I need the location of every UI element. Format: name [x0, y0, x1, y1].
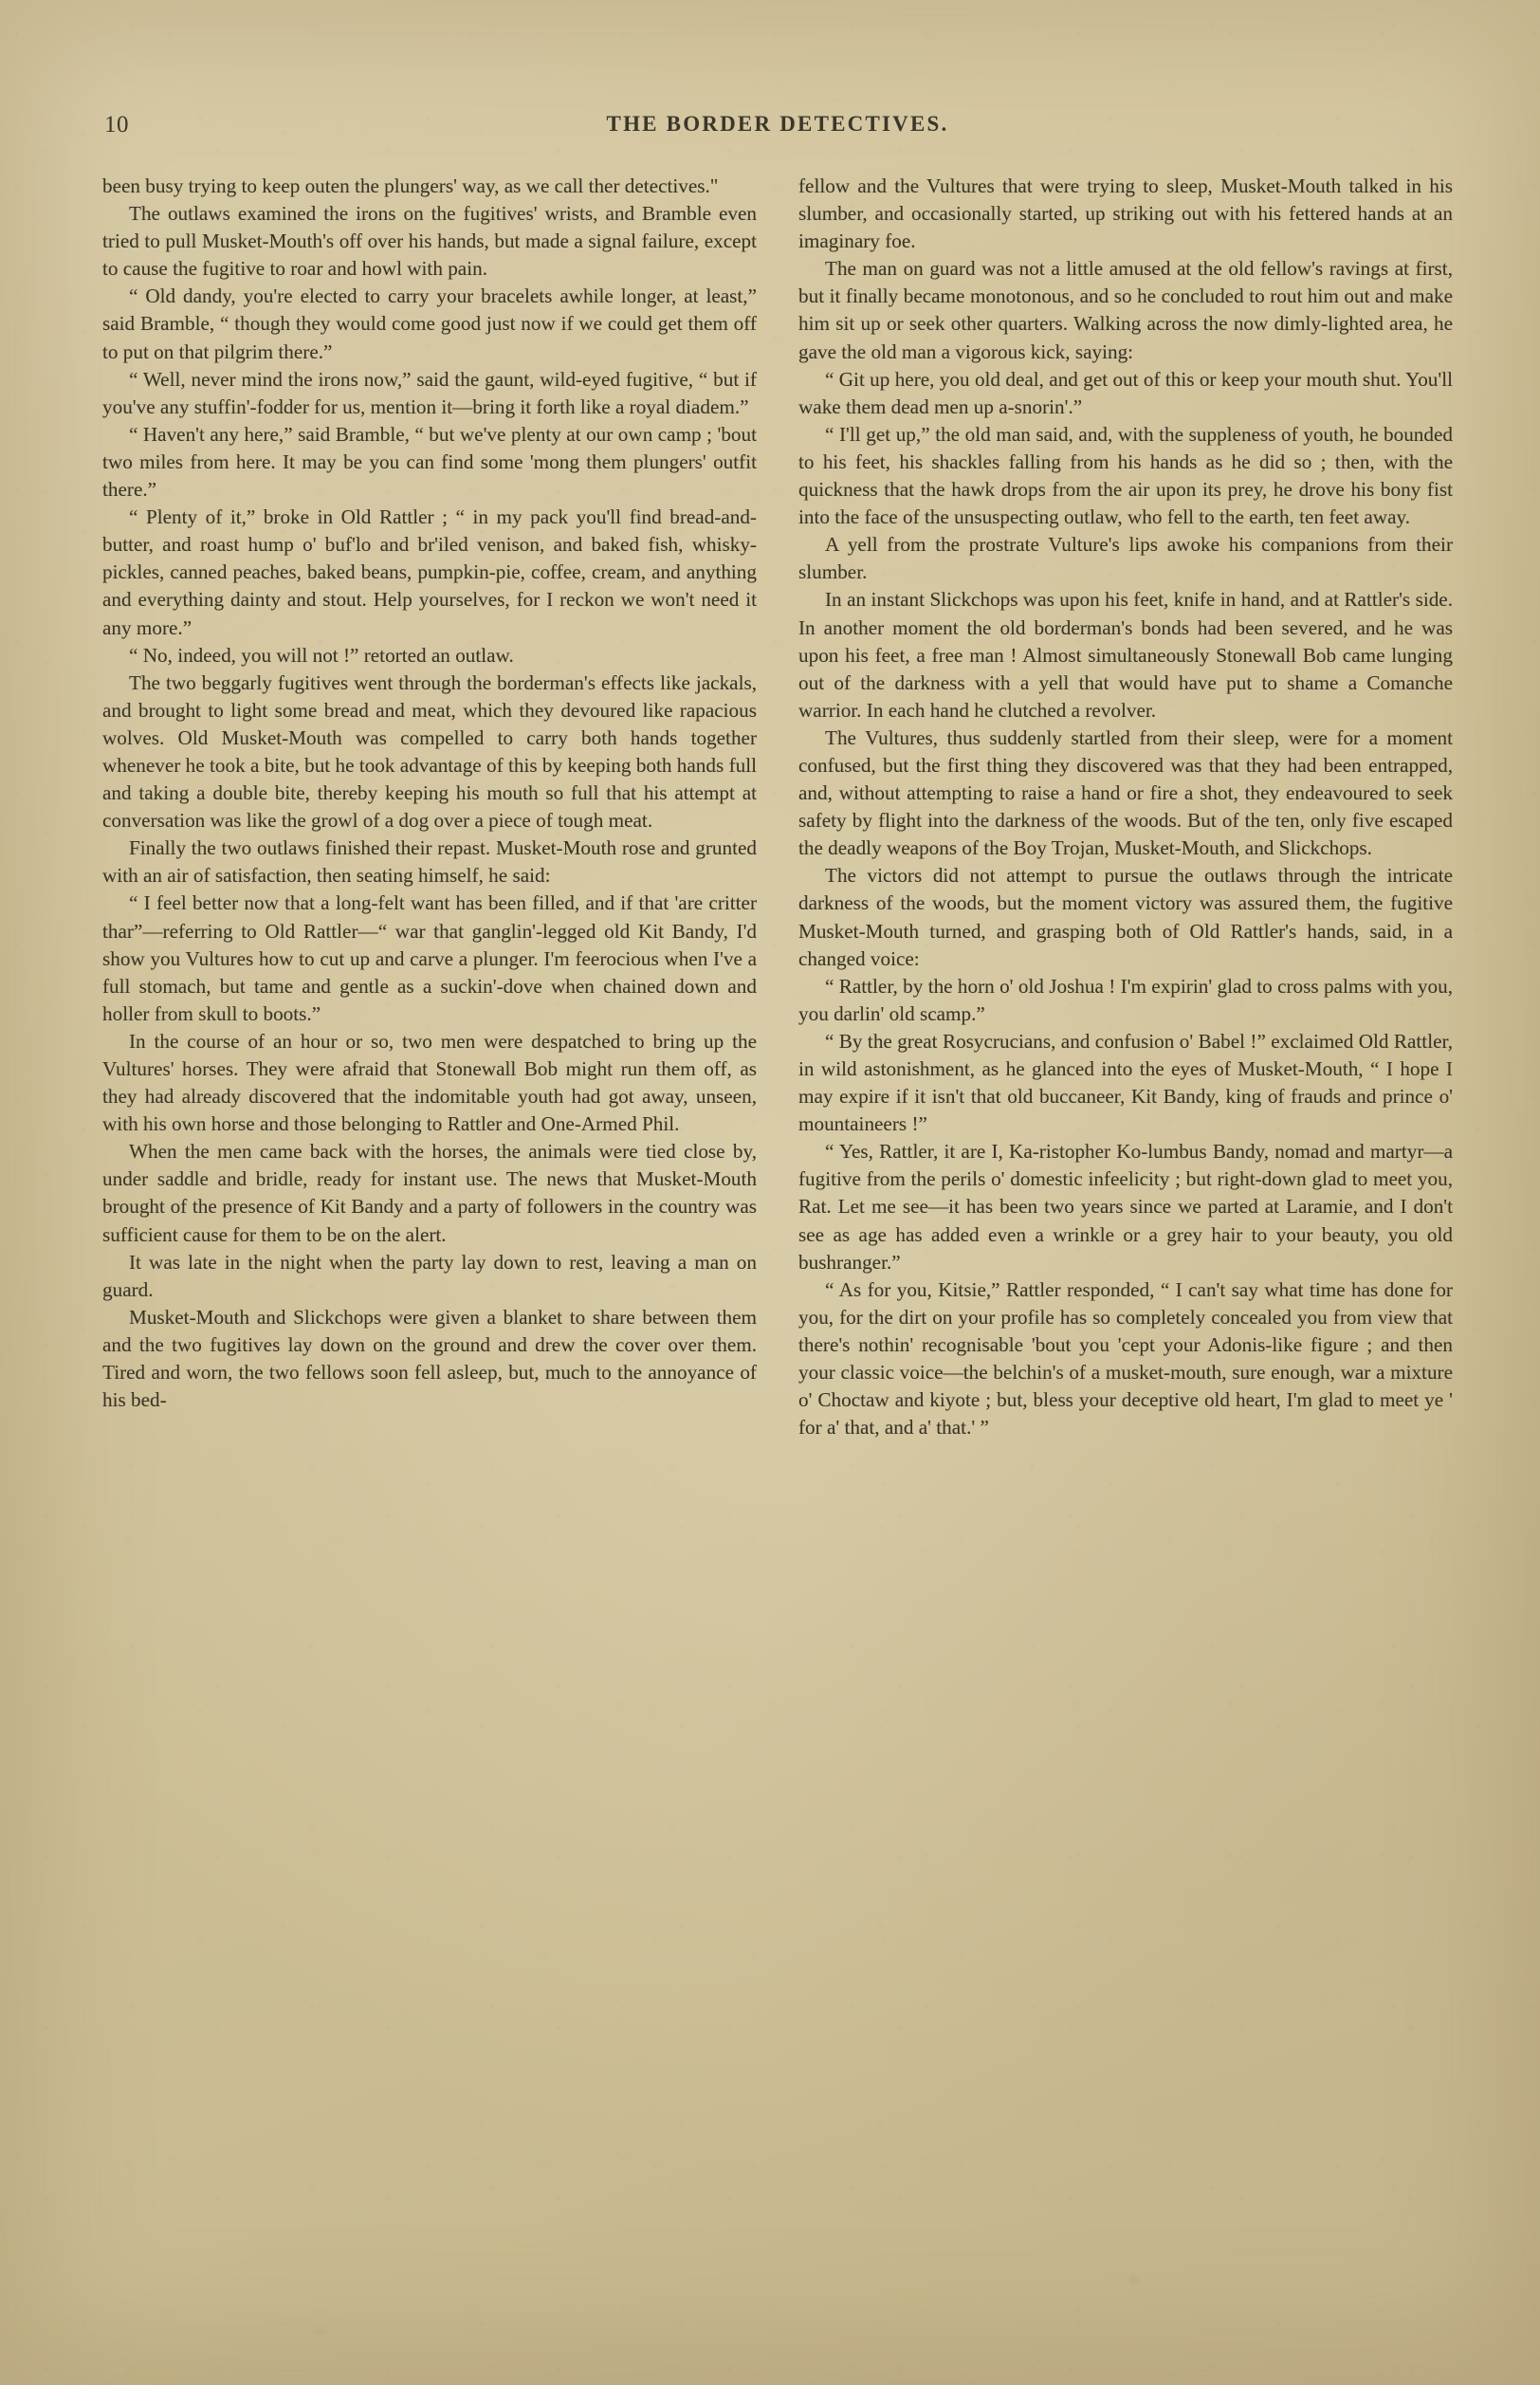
paragraph: “ Old dandy, you're elected to carry your bracelets awhile longer, at least,” said Bramble, “ though they would come good just now if we could get them off to put on that pilgrim there.”	[102, 284, 757, 363]
paragraph: “ Plenty of it,” broke in Old Rattler ; “ in my pack you'll find bread-and-butter, and roast hump o' buf'lo and br'iled venison, and baked fish, whisky-pickles, canned peaches, baked beans, pumpkin-pie, coffee, cream, and anything and everything dainty and stout. Help yourselves, for I reckon we won't need it any more.”	[102, 505, 757, 639]
text-columns	[102, 173, 1453, 1441]
paragraph: The two beggarly fugitives went through the borderman's effects like jackals, and brought to light some bread and meat, which they devoured like rapacious wolves. Old Musket-Mouth was compelled to carry both hands together whenever he took a bite, but he took advantage of this by keeping both hands full and taking a double bite, thereby keeping his mouth so full that his attempt at conversation was like the growl of a dog over a piece of tough meat.	[102, 670, 757, 833]
paragraph: In the course of an hour or so, two men were despatched to bring up the Vultures' horses. They were afraid that Stonewall Bob might run them off, as they had already discovered that the indomitable youth had got away, unseen, with his own horse and those belonging to Rattler and One-Armed Phil.	[102, 1029, 757, 1136]
paragraph: been busy trying to keep outen the plungers' way, as we call ther detectives."	[102, 174, 719, 197]
paragraph: “ I feel better now that a long-felt want has been filled, and if that 'are critter thar”—referring to Old Rattler—“ war that ganglin'-legged old Kit Bandy, I'd show you Vultures how to cut up and carve a plunger. I'm feerocious when I've a full stomach, but tame and gentle as a suckin'-dove when chained down and holler from skull to boots.”	[102, 891, 757, 1025]
right-column	[798, 173, 1453, 1441]
paragraph: fellow and the Vultures that were trying to sleep, Musket-Mouth talked in his slumber, and occasionally started, up striking out with his fettered hands at an imaginary foe.	[798, 174, 1453, 253]
paragraph: The victors did not attempt to pursue the outlaws through the intricate darkness of the woods, but the moment victory was assured them, the fugitive Musket-Mouth turned, and grasping both of Old Rattler's hands, said, in a changed voice:	[798, 864, 1453, 970]
page-number: 10	[104, 112, 129, 138]
paragraph: “ Git up here, you old deal, and get out of this or keep your mouth shut. You'll wake them dead men up a-snorin'.”	[798, 367, 1453, 418]
paragraph: The Vultures, thus suddenly startled from their sleep, were for a moment confused, but the first thing they discovered was that they had been entrapped, and, without attempting to raise a hand or fire a shot, they endeavoured to seek safety by flight into the darkness of the woods. But of the ten, only five escaped the deadly weapons of the Boy Trojan, Musket-Mouth, and Slickchops.	[798, 725, 1453, 860]
paragraph: A yell from the prostrate Vulture's lips awoke his companions from their slumber.	[798, 533, 1453, 584]
paragraph: In an instant Slickchops was upon his feet, knife in hand, and at Rattler's side. In another moment the old borderman's bonds had been severed, and he was upon his feet, a free man ! Almost simultaneously Stonewall Bob came lunging out of the darkness with a yell that would have put to shame a Comanche warrior. In each hand he clutched a revolver.	[798, 588, 1453, 722]
paragraph: “ I'll get up,” the old man said, and, with the suppleness of youth, he bounded to his feet, his shackles falling from his hands as he did so ; then, with the quickness that the hawk drops from the air upon its prey, he drove his bony fist into the face of the unsuspecting outlaw, who fell to the earth, ten feet away.	[798, 422, 1453, 529]
paragraph: When the men came back with the horses, the animals were tied close by, under saddle and bridle, ready for instant use. The news that Musket-Mouth brought of the presence of Kit Bandy and a party of followers in the country was sufficient cause for them to be on the alert.	[102, 1140, 757, 1246]
paragraph: “ Well, never mind the irons now,” said the gaunt, wild-eyed fugitive, “ but if you've any stuffin'-fodder for us, mention it—bring it forth like a royal diadem.”	[102, 367, 757, 418]
paragraph: Finally the two outlaws finished their repast. Musket-Mouth rose and grunted with an air of satisfaction, then seating himself, he said:	[102, 836, 757, 888]
paragraph: “ By the great Rosycrucians, and confusion o' Babel !” exclaimed Old Rattler, in wild astonishment, as he glanced into the eyes of Musket-Mouth, “ I hope I may expire if it isn't that old buccaneer, Kit Bandy, king of frauds and prince o' mountaineers !”	[798, 1029, 1453, 1136]
paragraph: The outlaws examined the irons on the fugitives' wrists, and Bramble even tried to pull Musket-Mouth's off over his hands, but made a signal failure, except to cause the fugitive to roar and howl with pain.	[102, 202, 757, 281]
paragraph: “ No, indeed, you will not !” retorted an outlaw.	[129, 643, 514, 667]
paragraph: It was late in the night when the party lay down to rest, leaving a man on guard.	[102, 1250, 757, 1301]
left-column	[102, 173, 757, 1441]
paragraph: “ As for you, Kitsie,” Rattler responded, “ I can't say what time has done for you, for the dirt on your profile has so completely concealed you from view that there's nothin' recognisable 'bout you 'cept your Adonis-like figure ; and then your classic voice—the belchin's of a musket-mouth, sure enough, war a mixture o' Choctaw and kiyote ; but, bless your deceptive old heart, I'm glad to meet ye ' for a' that, and a' that.' ”	[798, 1277, 1453, 1440]
paragraph: “ Haven't any here,” said Bramble, “ but we've plenty at our own camp ; 'bout two miles from here. It may be you can find some 'mong them plungers' outfit there.”	[102, 422, 757, 502]
page-header	[104, 112, 1451, 140]
paragraph: The man on guard was not a little amused at the old fellow's ravings at first, but it finally became monotonous, and so he concluded to rout him out and make him sit up or seek other quarters. Walking across the now dimly-lighted area, he gave the old man a vigorous kick, saying:	[798, 257, 1453, 363]
paragraph: “ Yes, Rattler, it are I, Ka-ristopher Ko-lumbus Bandy, nomad and martyr—a fugitive from the perils o' domestic infeelicity ; but right-down glad to meet you, Rat. Let me see—it has been two years since we parted at Laramie, and I don't see as age has added even a wrinkle or a grey hair to your beauty, you old bushranger.”	[798, 1140, 1453, 1274]
paragraph: “ Rattler, by the horn o' old Joshua ! I'm expirin' glad to cross palms with you, you darlin' old scamp.”	[798, 974, 1453, 1025]
paragraph: Musket-Mouth and Slickchops were given a blanket to share between them and the two fugitives lay down on the ground and drew the cover over them. Tired and worn, the two fellows soon fell asleep, but, much to the annoyance of his bed-	[102, 1305, 757, 1412]
running-title: THE BORDER DETECTIVES.	[606, 112, 949, 136]
